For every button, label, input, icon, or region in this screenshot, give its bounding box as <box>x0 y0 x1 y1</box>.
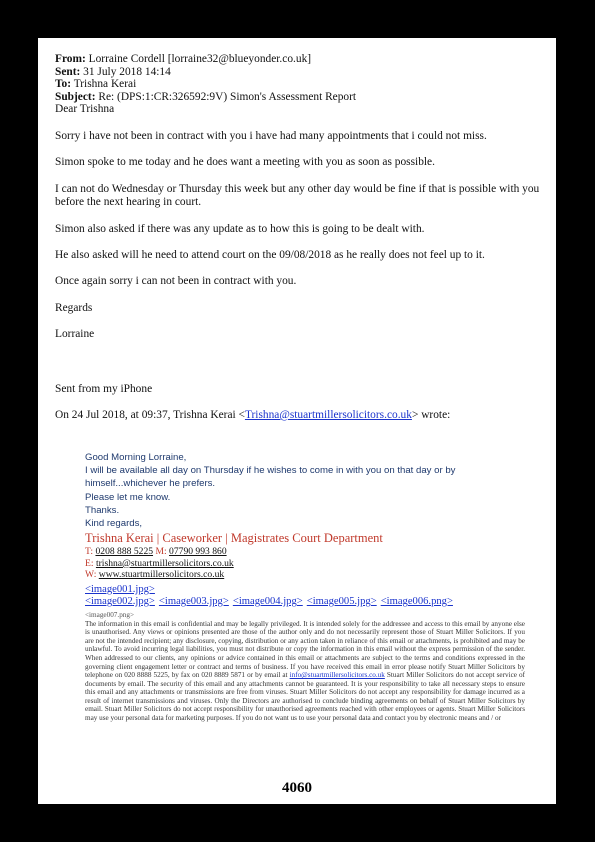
email-label: E: <box>85 557 94 569</box>
reply-message <box>85 451 525 530</box>
paragraph: Simon spoke to me today and he does want a meeting with you as soon as possible. <box>55 156 435 169</box>
sent-value: 31 July 2018 14:14 <box>83 65 171 78</box>
image-attachment-link[interactable]: <image001.jpg> <box>85 583 155 595</box>
email-link[interactable]: trishna@stuartmillersolicitors.co.uk <box>95 557 234 569</box>
paragraph: He also asked will he need to attend court on the 09/08/2018 as he really does not feel up to it. <box>55 249 485 261</box>
to-value: Trishna Kerai <box>73 78 137 91</box>
from-line <box>55 53 545 66</box>
sent-from-device: Sent from my iPhone <box>55 382 153 395</box>
image-attachments <box>85 584 525 609</box>
from-label: From: <box>55 53 86 65</box>
image-attachment-link[interactable]: <image005.jpg> <box>306 596 377 608</box>
image-attachment-link[interactable]: <image004.jpg> <box>232 596 303 608</box>
paragraph: Simon also asked if there was any update as to how this is going to be dealt with. <box>55 222 425 235</box>
document-page <box>38 38 556 804</box>
web-line <box>85 569 525 581</box>
sender-name: Lorraine <box>55 328 95 341</box>
quote-intro <box>55 409 545 422</box>
web-label: W: <box>85 569 97 581</box>
image-placeholder-note: <image007.png> <box>85 610 135 619</box>
sent-label: Sent: <box>55 65 81 78</box>
sent-line <box>55 66 545 79</box>
to-line <box>55 78 545 91</box>
to-label: To: <box>55 78 72 91</box>
mob-label: M: <box>155 546 167 558</box>
image-attachment-link[interactable]: <image002.jpg> <box>85 596 155 608</box>
legal-disclaimer <box>85 620 525 723</box>
reply-line: Please let me know. <box>85 491 171 503</box>
tel-label: T: <box>85 546 94 558</box>
reply-line: Kind regards, <box>85 518 143 530</box>
disclaimer-email-link[interactable]: info@stuartmillersolicitors.co.uk <box>289 671 385 680</box>
quote-intro-suffix: > wrote: <box>411 409 451 422</box>
subject-label: Subject: <box>55 90 96 103</box>
email-body <box>55 53 545 422</box>
email-line <box>85 558 525 570</box>
paragraph: I can not do Wednesday or Thursday this week but any other day would be fine if that is possible with you before the next hearing in court. <box>55 182 540 209</box>
paragraph: Sorry i have not been in contract with you i have had many appointments that i could not miss. <box>55 129 487 142</box>
reply-line: I will be available all day on Thursday if he wishes to come in with you on that day or by himself...whichever he prefers. <box>85 465 456 490</box>
greeting: Dear Trishna <box>55 103 115 116</box>
disclaimer-text-continued: Stuart Miller Solicitors do not accept service of documents by email. The security of this email and any attachments cannot be guaranteed. It is your responsibility to take all necessary steps to ensure this email and any attachments or transmissions are free from viruses. Stuart Miller Solicitors do not accept any responsibility for damage incurred as a result of internet transmissions and viruses. Only the Directors are authorised to conclude binding agreements on behalf of Stuart Miller Solicitors by email. Stuart Miller Solicitors do not accept responsibility for unauthorised agreements reached with other employees or agents. Stuart Miller Solicitors may use your personal data for marketing purposes. If you do not want us to use your personal data and contact you by electronic means and / or <box>85 671 526 723</box>
regards: Regards <box>55 301 93 314</box>
paragraph: Once again sorry i can not been in contract with you. <box>55 275 297 288</box>
email-header <box>55 53 545 116</box>
page-number: 4060 <box>282 780 312 796</box>
quoted-sender-email-link[interactable]: Trishna@stuartmillersolicitors.co.uk <box>244 409 412 422</box>
reply-line: Good Morning Lorraine, <box>85 452 187 463</box>
from-value: Lorraine Cordell [lorraine32@blueyonder.co.uk] <box>88 53 312 65</box>
web-link[interactable]: www.stuartmillersolicitors.co.uk <box>98 569 225 581</box>
image-attachment-link[interactable]: <image003.jpg> <box>158 596 229 608</box>
disclaimer-text: The information in this email is confidential and may be legally privileged. It is intended solely for the addressee and access to this email by anyone else is unauthorised. Any views or opinions presented are those of the author only and do not necessarily represent those of Stuart Miller Solicitors. If you are not the intended recipient; any disclosure, copying, distribution or any action taken in reliance of this email or attachments, is prohibited and may be unlawful. To avoid incurring legal liabilities, you must not distribute or copy the information in this email without the express permission of the sender. When addressed to our clients, any opinions or advice contained in this email or attachments are subject to the terms and conditions expressed in the governing client engagement letter or contract and terms of business. If you have received this email in error please notify Stuart Miller Solicitors by telephone on 020 8888 5225, by fax on 020 8889 5871 or by email at <box>85 619 525 680</box>
reply-line: Thanks. <box>85 504 120 516</box>
image-attachment-link[interactable]: <image006.png> <box>380 596 453 608</box>
signature-contact <box>85 546 525 581</box>
phone-line <box>85 546 525 558</box>
tel-value[interactable]: 0208 888 5225 <box>95 546 154 558</box>
mob-value[interactable]: 07790 993 860 <box>169 546 227 558</box>
subject-value: Re: (DPS:1:CR:326592:9V) Simon's Assessment Report <box>98 90 357 103</box>
subject-line <box>55 91 545 104</box>
quoted-reply <box>85 451 525 723</box>
quote-intro-prefix: On 24 Jul 2018, at 09:37, Trishna Kerai < <box>55 409 245 422</box>
signature-name: Trishna Kerai | Caseworker | Magistrates Court Department <box>85 531 383 546</box>
